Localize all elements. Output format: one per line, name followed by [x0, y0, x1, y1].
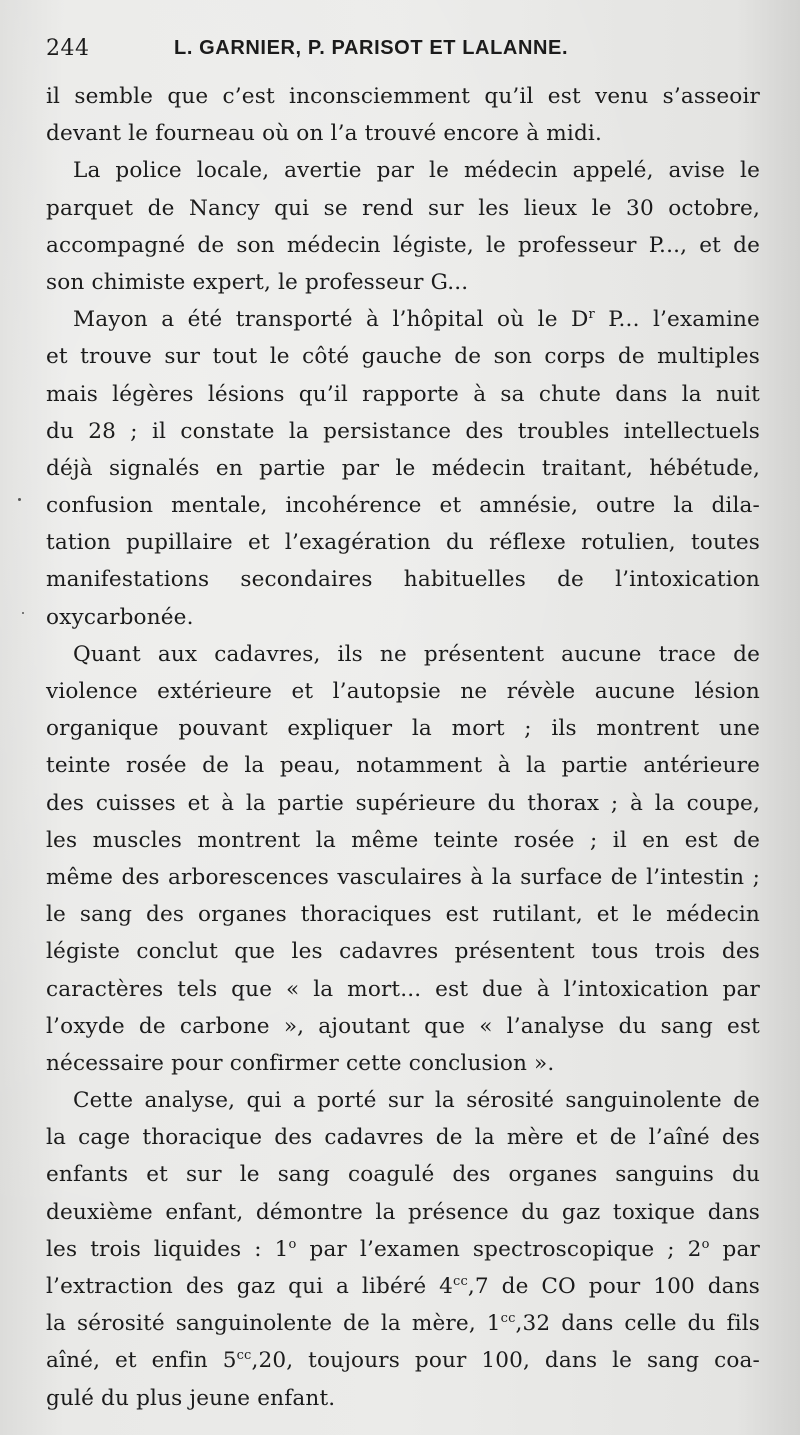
body-text — [46, 78, 760, 1417]
text-line: gulé du plus jeune enfant. — [46, 1385, 336, 1411]
text-line: deuxième enfant, démontre la présence du gaz toxique dans — [46, 1199, 760, 1225]
superscript: r — [588, 307, 595, 323]
text-line: mais légères lésions qu’il rapporte à sa chute dans la nuit — [46, 381, 760, 407]
superscript: cc — [453, 1274, 468, 1289]
text-line: des cuisses et à la partie supérieure du thorax ; à la coupe, — [46, 790, 760, 816]
running-title: L. GARNIER, P. PARISOT ET LALANNE. — [174, 37, 569, 59]
text-segment: les trois liquides : 1 — [46, 1236, 289, 1262]
text-segment: l’extraction des gaz qui a libéré 4 — [46, 1274, 454, 1299]
superscript: o — [701, 1236, 710, 1252]
text-line: l’oxyde de carbone », ajoutant que « l’analyse du sang est — [46, 1013, 760, 1039]
text-line: caractères tels que « la mort... est due à l’intoxication par — [46, 976, 760, 1002]
text-line: teinte rosée de la peau, notamment à la partie antérieure — [46, 753, 760, 779]
text-line: le sang des organes thoraciques est rutilant, et le médecin — [46, 902, 760, 928]
text-line: devant le fourneau où on l’a trouvé encore à midi. — [46, 121, 602, 147]
text-segment: ,32 dans celle du fils — [515, 1311, 760, 1337]
text-line: les muscles montrent la même teinte rosée ; il en est de — [46, 827, 760, 853]
text-line: Quant aux cadavres, ils ne présentent aucune trace de — [73, 641, 760, 667]
text-segment: la sérosité sanguinolente de la mère, 1 — [46, 1311, 501, 1337]
text-line: légiste conclut que les cadavres présentent tous trois des — [46, 939, 760, 965]
text-segment: aîné, et enfin 5 — [46, 1348, 237, 1374]
text-line: tation pupillaire et l’exagération du réflexe rotulien, toutes — [46, 530, 760, 556]
text-line: déjà signalés en partie par le médecin traitant, hébétude, — [46, 455, 760, 481]
text-line — [46, 1305, 760, 1342]
text-line: parquet de Nancy qui se rend sur les lieux le 30 octobre, — [46, 195, 760, 221]
text-line: son chimiste expert, le professeur G... — [46, 269, 469, 295]
superscript: o — [288, 1236, 297, 1252]
text-line: accompagné de son médecin légiste, le professeur P..., et de — [46, 232, 760, 258]
print-speck — [22, 612, 24, 614]
text-segment: Mayon a été transporté à l’hôpital où le D — [73, 307, 589, 333]
text-segment: P... l’examine — [594, 307, 760, 333]
text-segment: par — [709, 1236, 761, 1262]
text-line — [46, 1342, 760, 1379]
text-line: oxycarbonée. — [46, 604, 194, 630]
text-segment: par l’examen spectroscopique ; 2 — [296, 1236, 702, 1262]
text-segment: ,20, toujours pour 100, dans le sang coa- — [251, 1348, 760, 1374]
text-line: organique pouvant expliquer la mort ; ils montrent une — [46, 716, 760, 742]
text-line: confusion mentale, incohérence et amnésie, outre la dila- — [46, 493, 760, 519]
text-line — [46, 301, 760, 338]
text-line — [46, 1268, 760, 1305]
text-line: Cette analyse, qui a porté sur la sérosité sanguinolente de — [73, 1088, 760, 1114]
superscript: cc — [500, 1311, 516, 1327]
text-line: même des arborescences vasculaires à la surface de l’intestin ; — [46, 864, 760, 890]
page-number: 244 — [46, 36, 90, 61]
text-line: nécessaire pour confirmer cette conclusion ». — [46, 1050, 555, 1076]
print-speck — [18, 498, 21, 501]
text-line — [46, 1231, 760, 1268]
text-line: il semble que c’est inconsciemment qu’il est venu s’asseoir — [46, 84, 760, 109]
text-line: du 28 ; il constate la persistance des troubles intellectuels — [46, 418, 760, 444]
text-line: la cage thoracique des cadavres de la mère et de l’aîné des — [46, 1125, 760, 1151]
text-line: enfants et sur le sang coagulé des organes sanguins du — [46, 1162, 760, 1188]
text-line: et trouve sur tout le côté gauche de son corps de multiples — [46, 344, 760, 370]
text-segment: ,7 de CO pour 100 dans — [467, 1274, 760, 1299]
superscript: cc — [236, 1348, 252, 1364]
text-line: manifestations secondaires habituelles de l’intoxication — [46, 567, 760, 593]
text-line: La police locale, avertie par le médecin appelé, avise le — [73, 158, 760, 184]
running-head — [46, 34, 758, 66]
text-line: violence extérieure et l’autopsie ne révèle aucune lésion — [46, 679, 760, 704]
